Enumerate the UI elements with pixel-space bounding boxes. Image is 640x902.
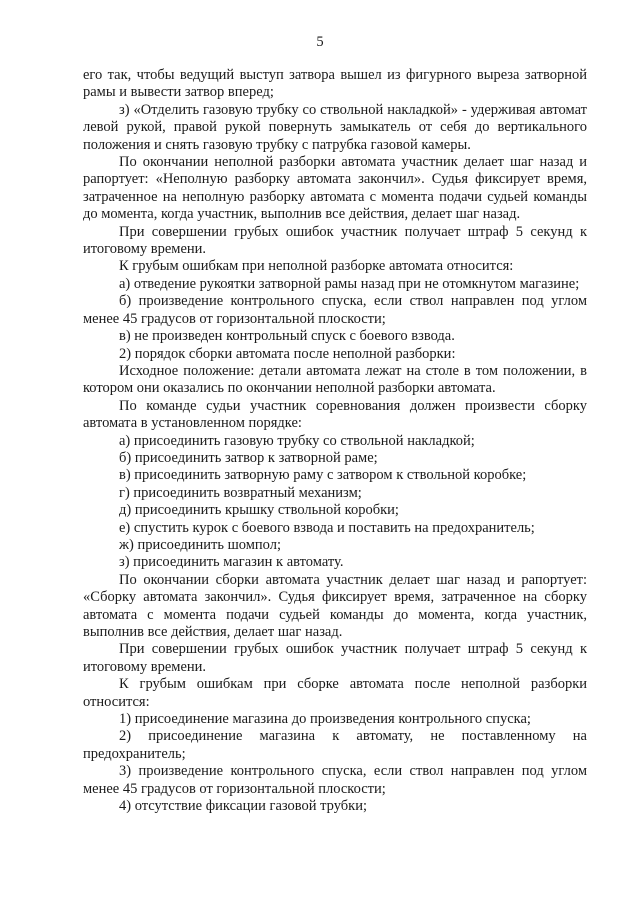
paragraph: При совершении грубых ошибок участник получает штраф 5 секунд к итоговому времени. [83,223,587,258]
paragraph: г) присоединить возвратный механизм; [119,484,362,501]
paragraph: б) произведение контрольного спуска, если ствол направлен под углом менее 45 градусов от горизонтальной плоскости; [83,293,587,327]
paragraph: б) присоединить затвор к затворной раме; [119,449,378,466]
paragraph: 2) присоединение магазина к автомату, не поставленному на предохранитель; [83,728,587,762]
paragraph: ж) присоединить шомпол; [119,536,281,553]
paragraph: 2) порядок сборки автомата после неполной разборки: [119,345,456,362]
paragraph: в) не произведен контрольный спуск с боевого взвода. [119,328,455,345]
paragraph: К грубым ошибкам при сборке автомата после неполной разборки относится: [83,676,587,710]
paragraph: По окончании неполной разборки автомата участник делает шаг назад и рапортует: «Неполную разборку автомата закончил». Судья фиксирует время, затраченное на неполную разборку автомата с момента подачи судьей команды до момента, когда участник, выполнив все действия, делает шаг назад. [83,154,587,223]
document-body [83,67,587,815]
paragraph: д) присоединить крышку ствольной коробки; [119,502,399,519]
paragraph: а) отведение рукоятки затворной рамы назад при не отомкнутом магазине; [119,275,580,292]
page-number: 5 [316,34,324,50]
paragraph: К грубым ошибкам при неполной разборке автомата относится: [119,258,514,275]
paragraph: е) спустить курок с боевого взвода и поставить на предохранитель; [119,519,535,536]
paragraph: 1) присоединение магазина до произведения контрольного спуска; [119,711,531,728]
paragraph: з) «Отделить газовую трубку со ствольной накладкой» - удерживая автомат левой рукой, правой рукой повернуть замыкатель от себя до вертикального положения и снять газовую трубку с патрубка газовой камеры. [83,101,587,153]
paragraph: Исходное положение: детали автомата лежат на столе в том положении, в котором они оказались по окончании неполной разборки автомата. [83,362,587,397]
paragraph: з) присоединить магазин к автомату. [119,554,344,571]
paragraph: его так, чтобы ведущий выступ затвора вышел из фигурного выреза затворной рамы и вывести затвор вперед; [83,67,587,101]
paragraph: а) присоединить газовую трубку со ствольной накладкой; [119,432,475,449]
paragraph: 4) отсутствие фиксации газовой трубки; [119,798,368,815]
paragraph: По команде судьи участник соревнования должен произвести сборку автомата в установленном порядке: [83,397,587,432]
paragraph: По окончании сборки автомата участник делает шаг назад и рапортует: «Сборку автомата закончил». Судья фиксирует время, затраченное на сборку автомата с момента подачи судьей команды до момента, когда участник, выполнив все действия, делает шаг назад. [83,571,587,640]
paragraph: При совершении грубых ошибок участник получает штраф 5 секунд к итоговому времени. [83,641,587,675]
paragraph: в) присоединить затворную раму с затвором к ствольной коробке; [119,467,527,484]
paragraph: 3) произведение контрольного спуска, если ствол направлен под углом менее 45 градусов от горизонтальной плоскости; [83,763,587,797]
